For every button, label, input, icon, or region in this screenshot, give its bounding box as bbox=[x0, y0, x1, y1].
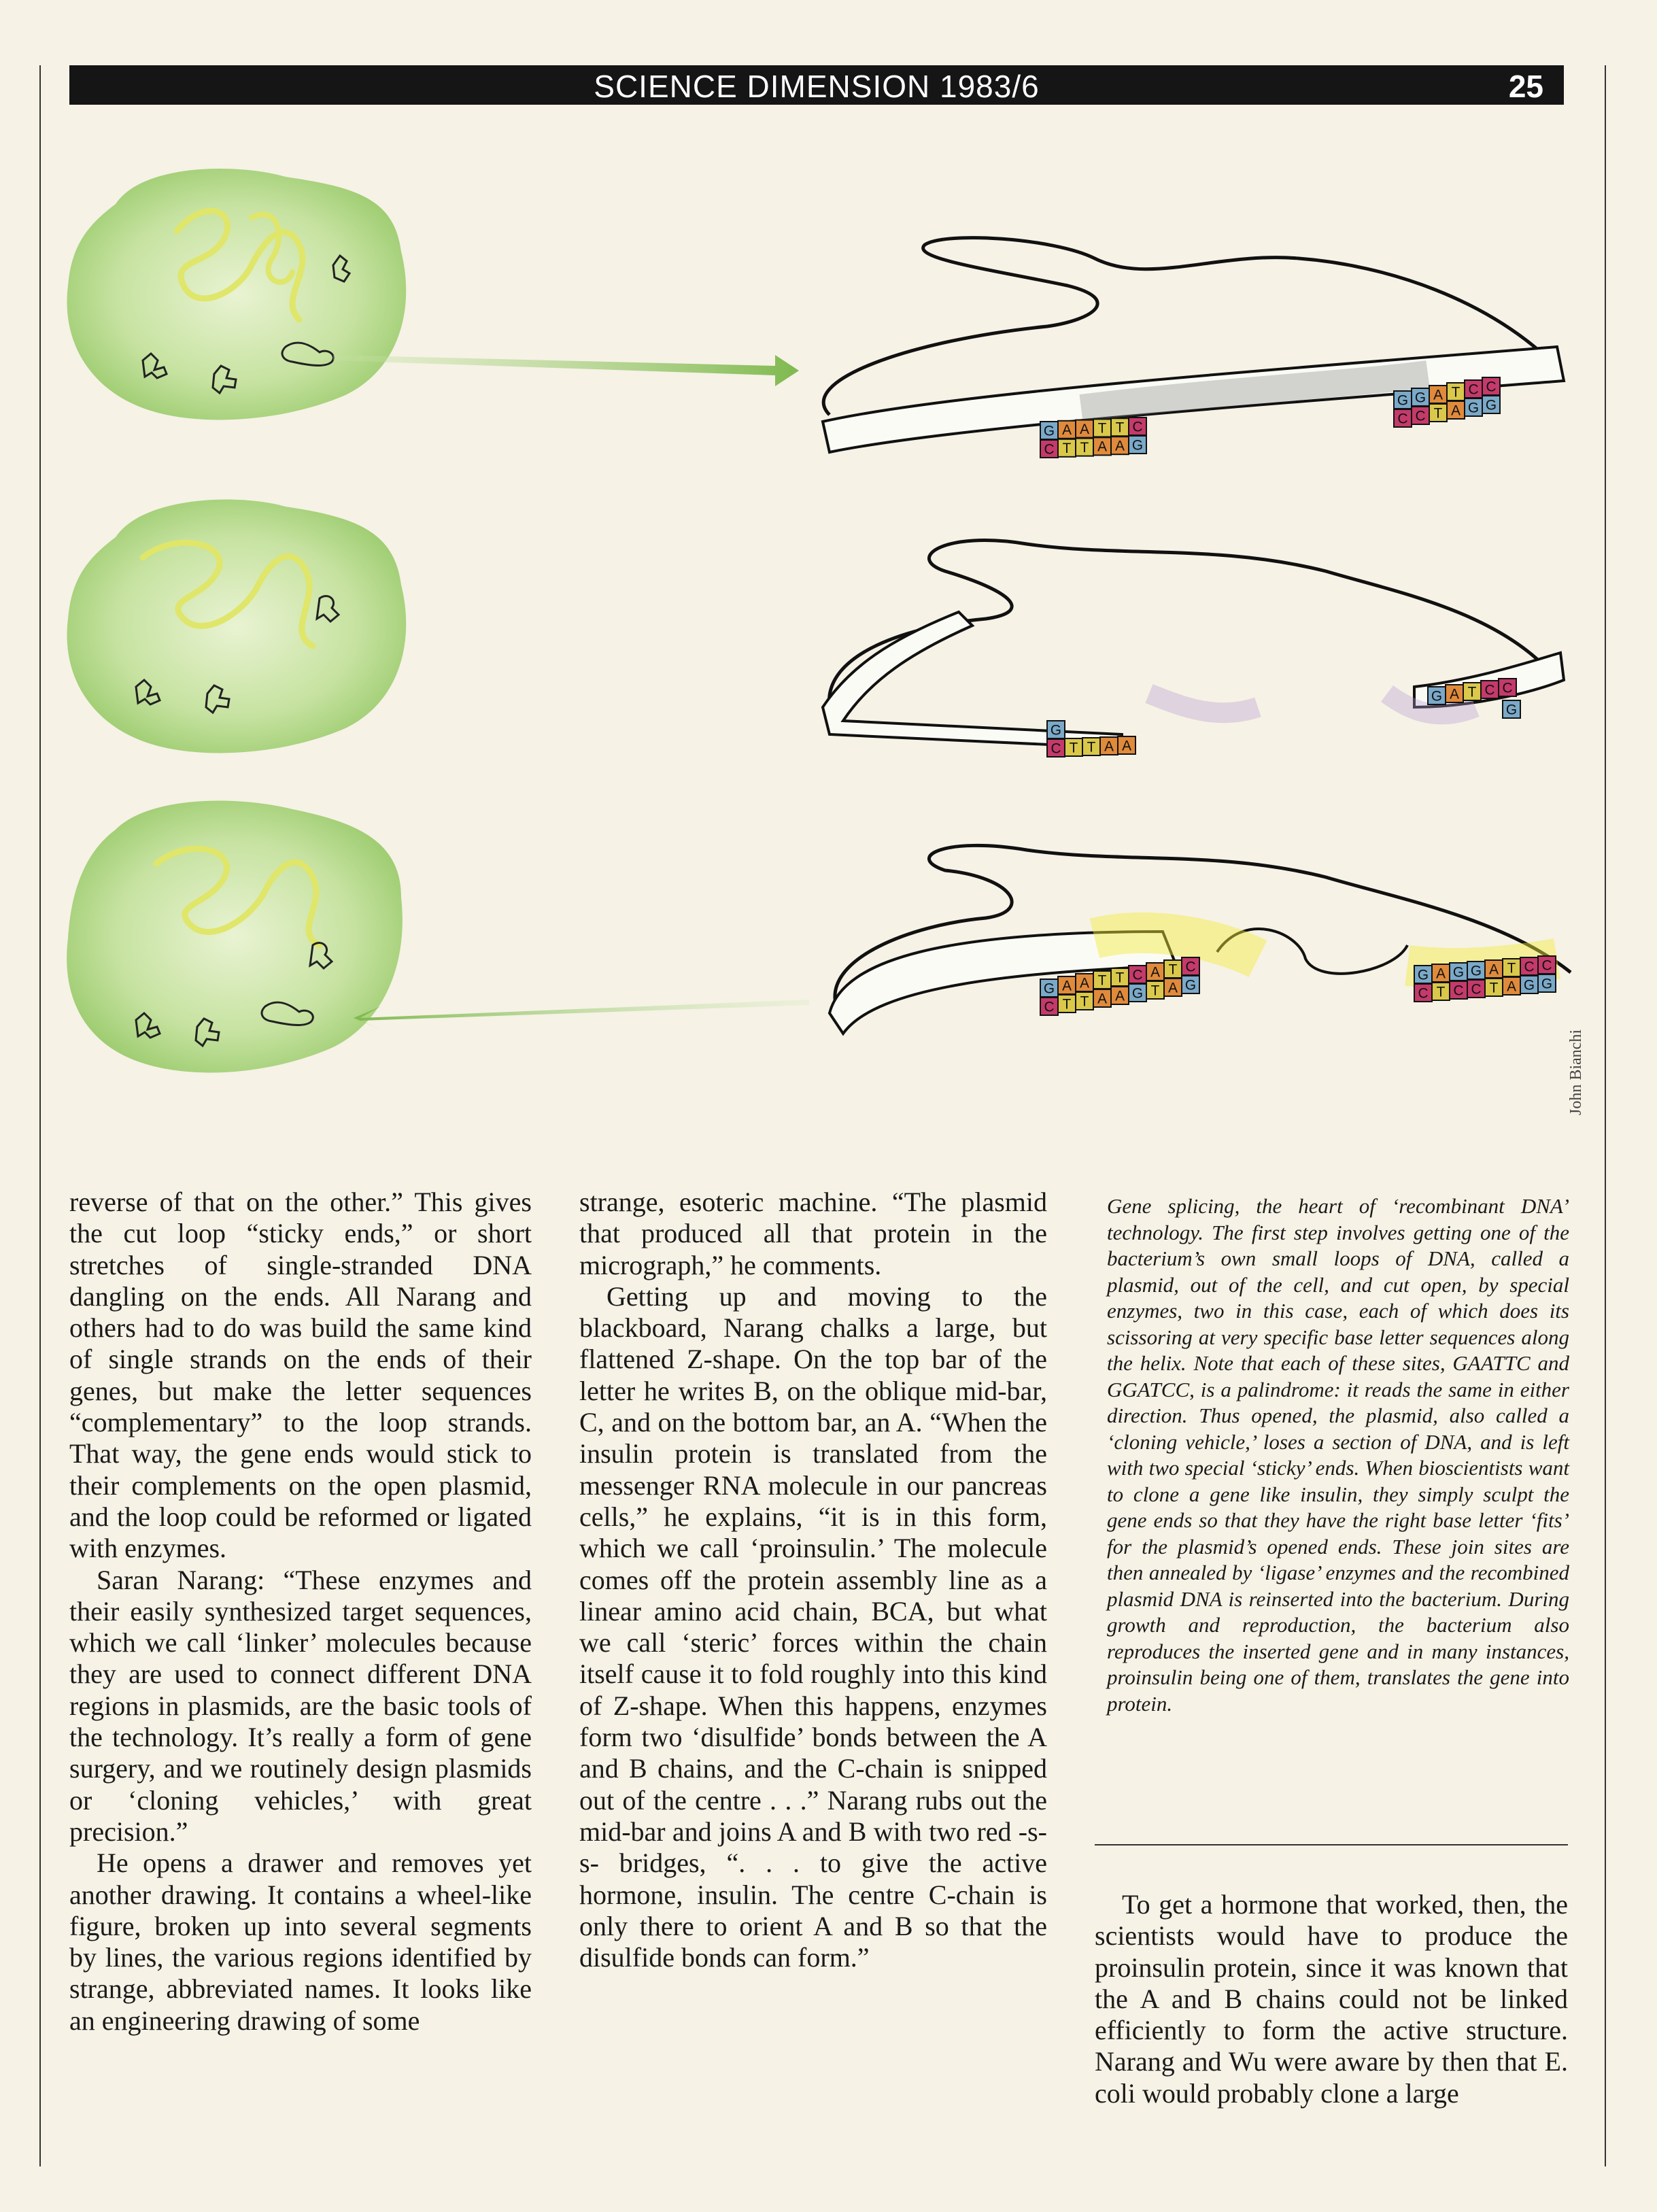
dna-base-letter: C bbox=[1541, 957, 1552, 974]
dna-base-letter: T bbox=[1150, 983, 1160, 999]
article-column-3 bbox=[1095, 1889, 1568, 2109]
dna-base-letter: C bbox=[1453, 983, 1464, 999]
dna-base-letter: A bbox=[1097, 439, 1107, 455]
plasmid-recombined bbox=[830, 845, 1571, 1034]
article-column-2 bbox=[579, 1187, 1047, 1973]
dna-base-letter: A bbox=[1115, 438, 1125, 454]
paragraph: reverse of that on the other.” This gives the cut loop “sticky ends,” or short stretches of single-stranded DNA dangling on the ends. All Narang and others had to do was build the same kind of single strands on the ends of their genes, but make the letter sequences “complementary” to the loop strands. That way, the gene ends would stick to their complements on the open plasmid, and the loop could be reformed or ligated with enzymes. bbox=[69, 1187, 532, 1564]
dna-base-letter: C bbox=[1044, 999, 1055, 1015]
illustration-credit: John Bianchi bbox=[1567, 1030, 1585, 1115]
dna-base-letter: G bbox=[1043, 981, 1055, 997]
bacterium-cell-1 bbox=[67, 169, 406, 420]
bacterium-cell-2 bbox=[67, 499, 406, 753]
plasmid-cut-open bbox=[823, 541, 1564, 757]
figure-caption: Gene splicing, the heart of ‘recombinant DNA’ technology. The first step involves getting one of the bacterium’s own small loops of DNA, called a plasmid, out of the cell, and cut open, by special enzymes, two in this case, each of which does its scissoring at very specific base letter sequences along the helix. Note that each of these sites, GAATTC and GGATCC, is a palindrome: it reads the same in either direction. Thus opened, the plasmid, also called a ‘cloning vehicle,’ loses a section of DNA, and is left with two special ‘sticky’ ends. When bioscientists want to clone a gene like insulin, they simply sculpt the gene ends so that they have the right base letter ‘fits’ for the plasmid’s opened ends. These join sites are then annealed by ‘ligase’ enzymes and the recombined plasmid DNA is reinserted into the bacterium. During growth and reproduction, the bacterium also reproduces the inserted gene and in many instances, proinsulin being one of them, translates the gene into protein. bbox=[1107, 1194, 1569, 1716]
dna-base-letter: A bbox=[1097, 991, 1107, 1007]
dna-base-letter: G bbox=[1452, 964, 1465, 981]
dna-base-letter: C bbox=[1132, 419, 1143, 435]
dna-base-letter: G bbox=[1131, 985, 1144, 1002]
dna-base-letter: T bbox=[1115, 970, 1125, 986]
paragraph: Saran Narang: “These enzymes and their easily synthesized target sequences, which we call ‘linker’ molecules because they are used to connect different DNA regions in plasmids, are the basic tools of the technology. It’s really a form of gene surgery, and we routinely design plasmids or ‘cloning vehicles,’ with great precision.” bbox=[69, 1564, 532, 1847]
dna-base-letter: T bbox=[1097, 420, 1107, 437]
dna-base-letter: G bbox=[1050, 722, 1062, 738]
dna-base-letter: T bbox=[1080, 993, 1089, 1010]
dna-base-letter: A bbox=[1450, 686, 1459, 702]
dna-base-letter: G bbox=[1397, 392, 1409, 409]
dna-base-letter: A bbox=[1080, 421, 1089, 437]
dna-base-letter: A bbox=[1507, 979, 1516, 995]
dna-base-letter: G bbox=[1043, 423, 1055, 439]
dna-base-letter: T bbox=[1097, 972, 1107, 989]
dna-base-letter: A bbox=[1436, 966, 1446, 982]
dna-base-letter: T bbox=[1062, 996, 1072, 1013]
dna-base-letter: G bbox=[1505, 702, 1518, 718]
dna-base-letter: T bbox=[1080, 439, 1089, 456]
dna-base-letter: T bbox=[1489, 980, 1499, 996]
paragraph: To get a hormone that worked, then, the scientists would have to produce the proinsulin protein, since it was known that the A and B chains could not be linked efficiently to form the active structure. Narang and Wu were aware by then that E. coli would probably clone a large bbox=[1095, 1889, 1568, 2109]
page-number: 25 bbox=[1508, 69, 1543, 104]
dna-base-letter: A bbox=[1080, 975, 1089, 991]
dna-base-letter: A bbox=[1104, 738, 1114, 755]
dna-base-letter: C bbox=[1044, 441, 1055, 458]
dna-base-letter: G bbox=[1417, 967, 1429, 983]
dna-base-letter: A bbox=[1122, 738, 1131, 754]
dna-base-letter: C bbox=[1502, 680, 1513, 696]
dna-base-letter: G bbox=[1485, 397, 1497, 413]
plasmid-2-left-upper-bases bbox=[1047, 721, 1065, 738]
arrow-to-plasmid bbox=[333, 355, 799, 386]
dna-base-letter: A bbox=[1451, 403, 1460, 419]
magazine-title: SCIENCE DIMENSION 1983/6 bbox=[594, 69, 1040, 104]
dna-base-letter: G bbox=[1523, 977, 1535, 993]
dna-base-letter: T bbox=[1433, 405, 1443, 422]
plasmid-2-left-lower-bases bbox=[1047, 736, 1135, 757]
dna-base-letter: T bbox=[1115, 420, 1125, 436]
dna-base-letter: C bbox=[1185, 959, 1196, 975]
dna-base-letter: G bbox=[1131, 437, 1144, 454]
dna-base-letter: C bbox=[1524, 959, 1535, 975]
dna-base-letter: G bbox=[1541, 976, 1553, 992]
article-column-1 bbox=[69, 1187, 532, 2037]
dna-base-letter: T bbox=[1451, 384, 1460, 401]
dna-base-letter: T bbox=[1467, 684, 1477, 700]
dna-base-letter: T bbox=[1507, 960, 1516, 976]
dna-base-letter: C bbox=[1418, 985, 1429, 1002]
dna-base-letter: G bbox=[1470, 963, 1482, 979]
plasmid-intact bbox=[823, 238, 1564, 458]
paragraph: strange, esoteric machine. “The plasmid that produced all that protein in the micrograph,” he comments. bbox=[579, 1187, 1047, 1280]
dna-base-letter: A bbox=[1150, 964, 1160, 981]
arrow-to-cell bbox=[354, 1000, 809, 1030]
dna-base-letter: A bbox=[1062, 978, 1072, 994]
dna-base-letter: C bbox=[1397, 411, 1408, 427]
dna-base-letter: G bbox=[1467, 400, 1480, 416]
dna-base-letter: T bbox=[1168, 962, 1178, 978]
dna-base-letter: T bbox=[1087, 739, 1096, 755]
dna-base-letter: C bbox=[1484, 682, 1495, 698]
dna-base-letter: A bbox=[1168, 980, 1178, 996]
dna-base-letter: A bbox=[1433, 387, 1443, 403]
bacterium-cell-3 bbox=[67, 801, 403, 1073]
dna-base-letter: C bbox=[1486, 379, 1497, 395]
dna-base-letter: G bbox=[1184, 977, 1197, 993]
dna-base-letter: G bbox=[1414, 390, 1427, 406]
dna-base-letter: T bbox=[1069, 740, 1078, 756]
plasmid-2-right-lower-bases bbox=[1503, 700, 1520, 718]
running-header bbox=[69, 65, 1564, 105]
dna-base-letter: G bbox=[1431, 688, 1443, 704]
dna-base-letter: T bbox=[1436, 984, 1446, 1000]
dna-base-letter: C bbox=[1050, 741, 1061, 757]
dna-base-letter: T bbox=[1062, 441, 1072, 457]
paragraph: Getting up and moving to the blackboard, Narang chalks a large, but flattened Z-shape. On the top bar of the letter he writes B, on the oblique mid-bar, C, and on the bottom bar, an A. “When the insulin protein is translated from the messenger RNA molecule in our pancreas cells,” he explains, “it is in this form, which we call ‘proinsulin.’ The molecule comes off the protein assembly line as a linear amino acid chain, BCA, but what we call ‘steric’ forces within the chain itself cause it to fold roughly into this kind of Z-shape. When this happens, enzymes form two ‘disulfide’ bonds between the A and B chains, and the C-chain is snipped out of the centre . . .” Narang rubs out the mid-bar and joins A and B with two red -s-s- bridges, “. . . to give the active hormone, insulin. The centre C-chain is only there to orient A and B so that the disulfide bonds can form.” bbox=[579, 1280, 1047, 1973]
gene-splicing-illustration bbox=[61, 122, 1591, 1156]
dna-base-letter: C bbox=[1415, 408, 1426, 424]
dna-base-letter: A bbox=[1115, 988, 1125, 1004]
dna-base-letter: A bbox=[1489, 962, 1499, 978]
dna-base-letter: A bbox=[1062, 422, 1072, 439]
paragraph: He opens a drawer and removes yet another drawing. It contains a wheel-like figure, broken up into several segments by lines, the various regions identified by strange, abbreviated names. It looks like an engineering drawing of some bbox=[69, 1848, 532, 2036]
caption-divider bbox=[1095, 1844, 1568, 1845]
dna-base-letter: C bbox=[1468, 381, 1479, 398]
dna-base-letter: C bbox=[1471, 981, 1482, 998]
dna-base-letter: C bbox=[1132, 967, 1143, 983]
